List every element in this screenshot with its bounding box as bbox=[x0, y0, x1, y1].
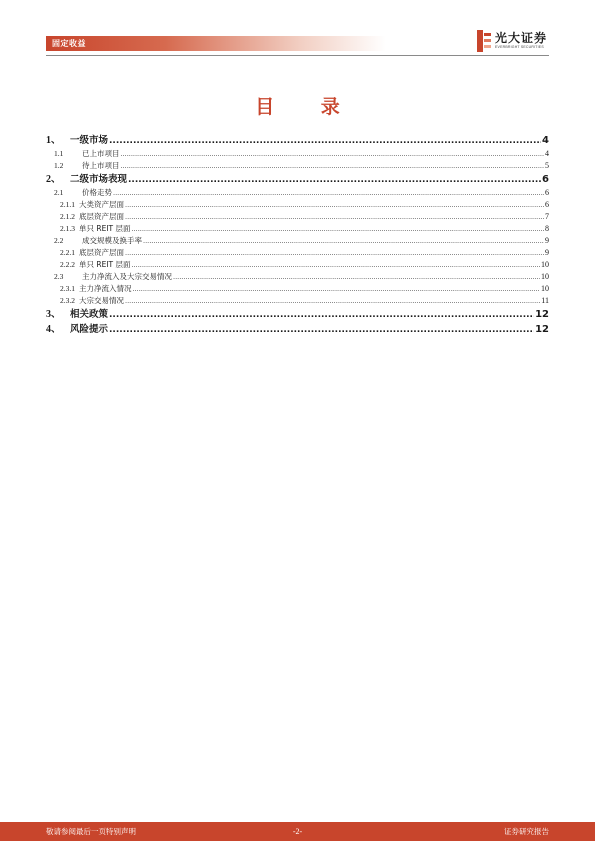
header-divider bbox=[46, 55, 549, 56]
toc-leader bbox=[125, 295, 540, 307]
toc-entry-page: 10 bbox=[541, 260, 549, 269]
toc-entry-title: 单只 REIT 层面 bbox=[79, 224, 131, 233]
toc-entry-number: 1.1 bbox=[54, 149, 64, 158]
toc-leader bbox=[125, 211, 544, 223]
page-title: 目 录 bbox=[255, 96, 360, 118]
toc-entry-page: 4 bbox=[542, 135, 549, 146]
toc-entry-title: 主力净流入及大宗交易情况 bbox=[82, 272, 172, 281]
table-of-contents bbox=[46, 133, 549, 337]
toc-leader bbox=[133, 283, 541, 295]
toc-entry[interactable] bbox=[46, 211, 549, 223]
toc-leader bbox=[125, 247, 544, 259]
toc-entry[interactable] bbox=[46, 271, 549, 283]
toc-leader bbox=[121, 160, 545, 172]
footer-report-type: 证券研究报告 bbox=[504, 827, 549, 836]
toc-entry[interactable] bbox=[46, 148, 549, 160]
brand-mark-icon bbox=[477, 30, 491, 52]
toc-leader bbox=[109, 134, 541, 148]
footer-bar bbox=[0, 822, 595, 841]
toc-leader bbox=[128, 173, 541, 187]
toc-entry-number: 2.1.2 bbox=[60, 212, 75, 221]
toc-entry-title: 待上市项目 bbox=[82, 161, 120, 170]
section-label: 固定收益 bbox=[52, 39, 86, 48]
toc-entry-title: 大类资产层面 bbox=[79, 200, 124, 209]
toc-entry-title: 二级市场表现 bbox=[70, 174, 128, 185]
toc-entry-page: 10 bbox=[541, 272, 549, 281]
toc-entry-page: 6 bbox=[542, 174, 549, 185]
page-number: -2- bbox=[292, 827, 303, 836]
toc-entry-page: 5 bbox=[545, 161, 549, 170]
toc-entry-number: 2.2.2 bbox=[60, 260, 75, 269]
toc-entry-page: 11 bbox=[541, 296, 549, 305]
toc-entry[interactable] bbox=[46, 322, 549, 337]
header-band bbox=[46, 36, 386, 51]
brand-logo bbox=[477, 30, 551, 52]
toc-entry-title: 一级市场 bbox=[70, 135, 109, 146]
brand-name: 光大证券 bbox=[495, 31, 548, 45]
toc-entry-page: 9 bbox=[545, 236, 549, 245]
toc-entry-page: 8 bbox=[545, 224, 549, 233]
toc-entry-title: 底层资产层面 bbox=[79, 248, 124, 257]
toc-leader bbox=[132, 259, 540, 271]
toc-entry-page: 12 bbox=[535, 309, 549, 320]
toc-entry-number: 2.1.1 bbox=[60, 200, 75, 209]
toc-leader bbox=[113, 187, 544, 199]
toc-entry-number: 3、 bbox=[46, 309, 61, 320]
toc-entry-number: 2.2.1 bbox=[60, 248, 75, 257]
toc-entry-number: 2.2 bbox=[54, 236, 64, 245]
toc-leader bbox=[132, 223, 544, 235]
toc-entry-title: 大宗交易情况 bbox=[79, 296, 124, 305]
toc-entry-page: 6 bbox=[545, 200, 549, 209]
toc-leader bbox=[109, 308, 534, 322]
toc-entry-number: 2.3.1 bbox=[60, 284, 75, 293]
toc-entry[interactable] bbox=[46, 247, 549, 259]
toc-entry-title: 主力净流入情况 bbox=[79, 284, 132, 293]
toc-entry-title: 底层资产层面 bbox=[79, 212, 124, 221]
toc-entry[interactable] bbox=[46, 160, 549, 172]
toc-entry[interactable] bbox=[46, 187, 549, 199]
toc-entry[interactable] bbox=[46, 307, 549, 322]
toc-entry-title: 成交规模及换手率 bbox=[82, 236, 142, 245]
toc-entry-title: 价格走势 bbox=[82, 188, 112, 197]
toc-entry[interactable] bbox=[46, 223, 549, 235]
toc-entry-title: 相关政策 bbox=[70, 309, 109, 320]
toc-entry[interactable] bbox=[46, 295, 549, 307]
toc-entry-title: 风险提示 bbox=[70, 324, 109, 335]
toc-entry-number: 2.1.3 bbox=[60, 224, 75, 233]
brand-subtitle: EVERBRIGHT SECURITIES bbox=[495, 45, 544, 49]
toc-leader bbox=[143, 235, 544, 247]
toc-entry-title: 已上市项目 bbox=[82, 149, 120, 158]
toc-leader bbox=[173, 271, 540, 283]
toc-entry-page: 10 bbox=[541, 284, 549, 293]
toc-entry-number: 2.3 bbox=[54, 272, 64, 281]
toc-entry-number: 4、 bbox=[46, 324, 61, 335]
toc-entry-number: 2.3.2 bbox=[60, 296, 75, 305]
toc-entry-page: 7 bbox=[545, 212, 549, 221]
toc-entry-page: 12 bbox=[535, 324, 549, 335]
toc-entry-page: 6 bbox=[545, 188, 549, 197]
toc-leader bbox=[125, 199, 544, 211]
toc-entry-number: 2.1 bbox=[54, 188, 64, 197]
toc-entry[interactable] bbox=[46, 283, 549, 295]
toc-entry[interactable] bbox=[46, 199, 549, 211]
toc-entry[interactable] bbox=[46, 259, 549, 271]
toc-entry[interactable] bbox=[46, 235, 549, 247]
toc-entry-page: 9 bbox=[545, 248, 549, 257]
toc-entry-number: 2、 bbox=[46, 174, 61, 185]
toc-entry-title: 单只 REIT 层面 bbox=[79, 260, 131, 269]
footer-disclaimer: 敬请参阅最后一页特别声明 bbox=[46, 827, 136, 836]
toc-entry-page: 4 bbox=[545, 149, 549, 158]
toc-entry-number: 1.2 bbox=[54, 161, 64, 170]
toc-leader bbox=[109, 323, 534, 337]
toc-entry-number: 1、 bbox=[46, 135, 61, 146]
toc-entry[interactable] bbox=[46, 133, 549, 148]
toc-entry[interactable] bbox=[46, 172, 549, 187]
toc-leader bbox=[121, 148, 545, 160]
